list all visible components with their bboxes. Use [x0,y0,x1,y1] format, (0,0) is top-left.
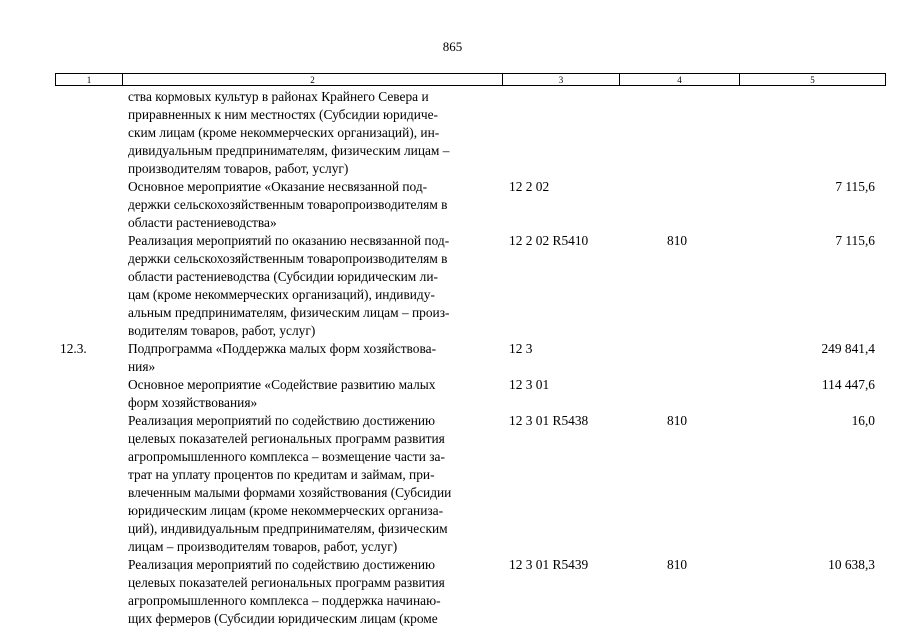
header-col-5: 5 [740,74,886,86]
row-description [128,376,500,412]
page-number: 865 [442,39,463,54]
description-line: области растениеводства (Субсидии юридическим ли- [128,269,438,284]
description-line: щих фермеров (Субсидии юридическим лицам (кроме [128,611,438,626]
description-line: Основное мероприятие «Содействие развитию малых [128,377,436,392]
description-line: приравненных к ним местностях (Субсидии юридиче- [128,107,439,122]
description-line: юридическим лицам (кроме некоммерческих организа- [128,503,444,518]
row-description [128,232,500,340]
description-line: ций), индивидуальным предпринимателям, физическим [128,521,448,536]
row-target-code: 12 3 01 [509,377,550,392]
description-line: лицам – производителям товаров, работ, услуг) [128,539,398,554]
description-line: агропромышленного комплекса – поддержка начинаю- [128,593,441,608]
header-col-2: 2 [123,74,503,86]
description-line: дивидуальным предпринимателям, физическим лицам – [128,143,450,158]
description-line: Основное мероприятие «Оказание несвязанной под- [128,179,428,194]
description-line: Реализация мероприятий по содействию достижению [128,557,436,572]
table-row [0,178,905,232]
header-col-3: 3 [503,74,620,86]
column-header-row [56,74,886,86]
description-line: влеченным малыми формами хозяйствования (Субсидии [128,485,452,500]
row-description [128,178,500,232]
description-line: ским лицам (кроме некоммерческих организаций), ин- [128,125,440,140]
column-header-table [55,73,886,86]
description-line: держки сельскохозяйственным товаропроизводителям в [128,251,448,266]
description-line: альным предпринимателям, физическим лицам – произ- [128,305,450,320]
description-line: агропромышленного комплекса – возмещение части за- [128,449,445,464]
description-line: Реализация мероприятий по оказанию несвязанной под- [128,233,450,248]
description-line: Реализация мероприятий по содействию достижению [128,413,436,428]
table-row [0,376,905,412]
description-line: цам (кроме некоммерческих организаций), индивиду- [128,287,435,302]
row-description [128,556,500,628]
description-line: целевых показателей региональных программ развития [128,575,445,590]
row-amount: 249 841,4 [821,341,875,356]
row-amount: 7 115,6 [835,233,875,248]
row-amount: 7 115,6 [835,179,875,194]
row-number: 12.3. [60,341,87,356]
description-line: форм хозяйствования» [128,395,258,410]
row-target-code: 12 3 [509,341,533,356]
row-description [128,412,500,556]
row-target-code: 12 2 02 [509,179,550,194]
row-amount: 16,0 [851,413,875,428]
description-line: производителям товаров, работ, услуг) [128,161,349,176]
row-target-code: 12 2 02 R5410 [509,233,589,248]
description-line: Подпрограмма «Поддержка малых форм хозяйствова- [128,341,437,356]
budget-table-body [0,88,905,628]
table-row [0,340,905,376]
row-target-code: 12 3 01 R5439 [509,557,589,572]
table-row [0,412,905,556]
table-row [0,556,905,628]
description-line: держки сельскохозяйственным товаропроизводителям в [128,197,448,212]
description-line: ния» [128,359,156,374]
row-expense-type: 810 [667,557,688,572]
row-amount: 10 638,3 [828,557,875,572]
description-line: трат на уплату процентов по кредитам и займам, при- [128,467,435,482]
row-amount: 114 447,6 [821,377,875,392]
header-col-4: 4 [620,74,740,86]
row-expense-type: 810 [667,233,688,248]
row-description [128,88,500,178]
header-col-1: 1 [56,74,123,86]
table-row [0,88,905,178]
description-line: водителям товаров, работ, услуг) [128,323,316,338]
description-line: ства кормовых культур в районах Крайнего Севера и [128,89,429,104]
row-target-code: 12 3 01 R5438 [509,413,589,428]
row-description [128,340,500,376]
table-row [0,232,905,340]
description-line: области растениеводства» [128,215,277,230]
row-expense-type: 810 [667,413,688,428]
description-line: целевых показателей региональных программ развития [128,431,445,446]
